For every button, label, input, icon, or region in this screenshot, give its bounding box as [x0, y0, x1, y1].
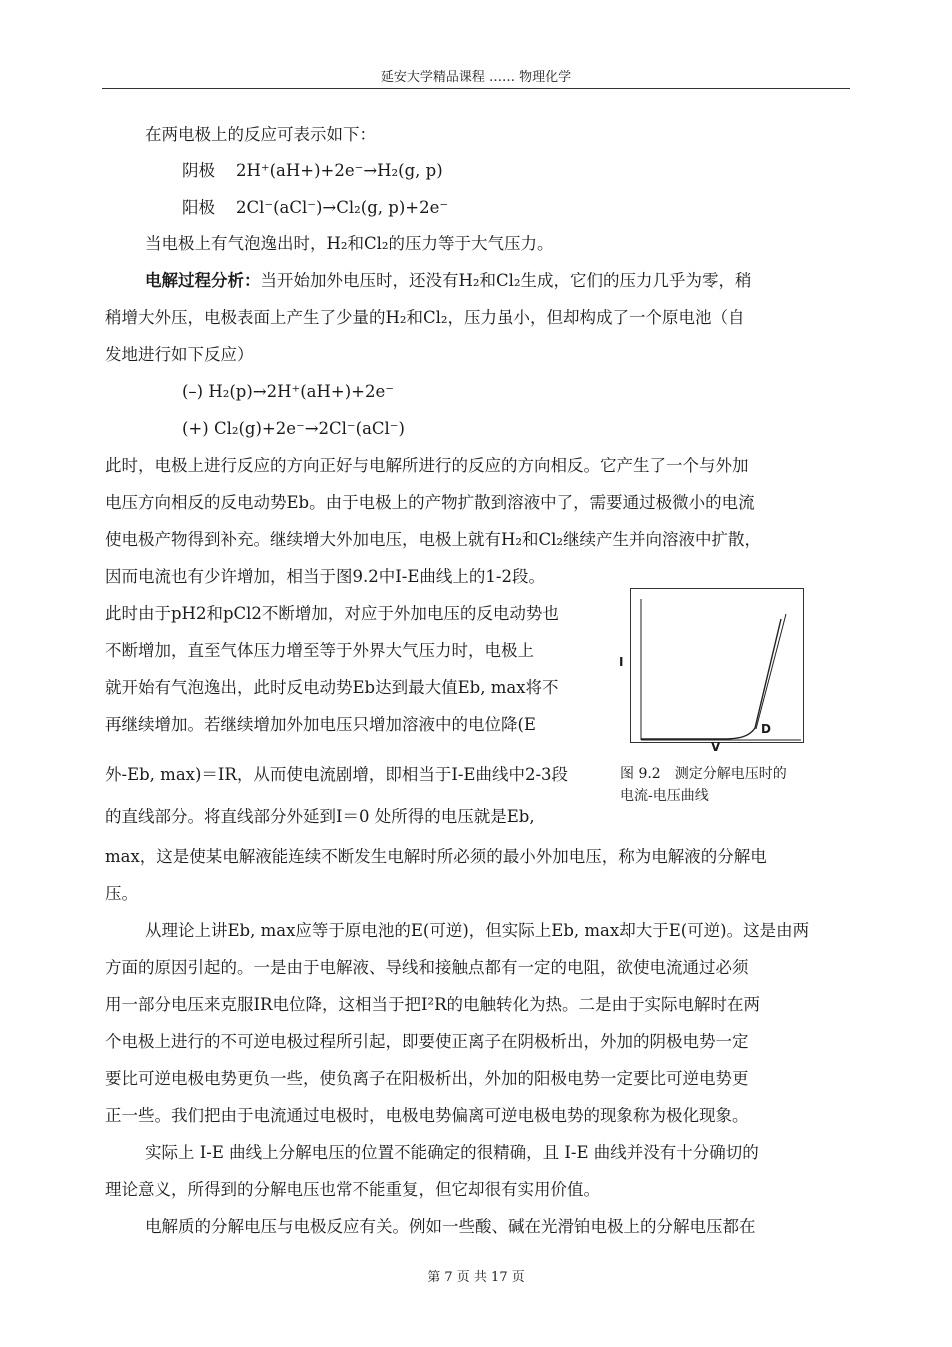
text-line-28: 实际上 I-E 曲线上分解电压的位置不能确定的很精确，且 I-E 曲线并没有十分确切的	[145, 1143, 759, 1162]
text-line-18: 外-Eb, max)＝IR，从而使电流剧增，即相当于I-E曲线中2-3段	[105, 765, 569, 784]
text-line-12: 使电极产物得到补充。继续增大外加电压，电极上就有H₂和Cl₂继续产生并向溶液中扩散，	[105, 530, 762, 549]
text-line-5	[145, 270, 752, 292]
negative-electrode-eq: (–) H₂(p)→2H⁺(aH+)+2e⁻	[182, 382, 394, 401]
text-line-29: 理论意义，所得到的分解电压也常不能重复，但它却很有实用价值。	[105, 1180, 600, 1199]
iv-curve-plot	[631, 589, 803, 742]
text-line-22: 从理论上讲Eb, max应等于原电池的E(可逆)，但实际上Eb, max却大于E(可逆)。这是由两	[145, 921, 810, 940]
text-line-10: 此时，电极上进行反应的方向正好与电解所进行的反应的方向相反。它产生了一个与外加	[105, 456, 749, 475]
text-line-26: 要比可逆电极电势更负一些，使负离子在阳极析出，外加的阳极电势一定要比可逆电势更	[105, 1069, 749, 1088]
text-line-14: 此时由于pH2和pCl2不断增加，对应于外加电压的反电动势也	[105, 604, 559, 623]
iv-curve-line	[641, 619, 781, 739]
extrapolation-line	[756, 614, 786, 729]
text-line-16: 就开始有气泡逸出，此时反电动势Eb达到最大值Eb, max将不	[105, 678, 559, 697]
text-line-4: 当电极上有气泡逸出时，H₂和Cl₂的压力等于大气压力。	[145, 234, 554, 253]
figure-caption	[620, 763, 787, 807]
x-axis-label: V	[711, 740, 721, 754]
text-line-13: 因而电流也有少许增加，相当于图9.2中I-E曲线上的1-2段。	[105, 567, 545, 586]
text-line-5-body: 当开始加外电压时，还没有H₂和Cl₂生成，它们的压力几乎为零，稍	[260, 271, 752, 290]
y-axis-label: I	[619, 655, 624, 669]
figure-caption-line-2: 电流-电压曲线	[620, 788, 709, 804]
page-header: 延安大学精品课程 …… 物理化学	[380, 70, 572, 85]
anode-label: 阳极	[182, 198, 215, 217]
text-line-23: 方面的原因引起的。一是由于电解液、导线和接触点都有一定的电阻，欲使电流通过必须	[105, 958, 749, 977]
text-line-15: 不断增加，直至气体压力增至等于外界大气压力时，电极上	[105, 641, 534, 660]
text-line-27: 正一些。我们把由于电流通过电极时，电极电势偏离可逆电极电势的现象称为极化现象。	[105, 1106, 749, 1125]
page-footer: 第 7 页 共 17 页	[427, 1270, 525, 1285]
figure-caption-line-1: 图 9.2 测定分解电压时的	[620, 766, 787, 782]
anode-equation: 2Cl⁻(aCl⁻)→Cl₂(g, p)+2e⁻	[236, 198, 449, 217]
text-line-7: 发地进行如下反应）	[105, 345, 254, 364]
text-line-20: max，这是使某电解液能连续不断发生电解时所必须的最小外加电压，称为电解液的分解电	[105, 847, 767, 866]
section-heading-electrolysis: 电解过程分析：	[145, 271, 261, 290]
text-line-11: 电压方向相反的反电动势Eb。由于电极上的产物扩散到溶液中了，需要通过极微小的电流	[105, 493, 755, 512]
text-line-30: 电解质的分解电压与电极反应有关。例如一些酸、碱在光滑铂电极上的分解电压都在	[145, 1217, 756, 1236]
text-line-19: 的直线部分。将直线部分外延到I＝0 处所得的电压就是Eb,	[105, 807, 535, 826]
text-line-21: 压。	[105, 884, 138, 903]
text-line-25: 个电极上进行的不可逆电极过程所引起，即要使正离子在阴极析出，外加的阴极电势一定	[105, 1032, 749, 1051]
text-line-1: 在两电极上的反应可表示如下：	[145, 125, 376, 144]
positive-electrode-eq: (+) Cl₂(g)+2e⁻→2Cl⁻(aCl⁻)	[182, 419, 405, 438]
cathode-equation: 2H⁺(aH+)+2e⁻→H₂(g, p)	[236, 161, 443, 180]
text-line-6: 稍增大外压，电极表面上产生了少量的H₂和Cl₂，压力虽小，但却构成了一个原电池（自	[105, 308, 745, 327]
figure-iv-curve	[619, 588, 804, 754]
cathode-label: 阴极	[182, 161, 215, 180]
header-divider	[102, 88, 850, 89]
text-line-17: 再继续增加。若继续增加外加电压只增加溶液中的电位降(E	[105, 715, 536, 734]
point-d-label: D	[761, 722, 771, 736]
text-line-24: 用一部分电压来克服IR电位降，这相当于把I²R的电触转化为热。二是由于实际电解时在两	[105, 995, 760, 1014]
